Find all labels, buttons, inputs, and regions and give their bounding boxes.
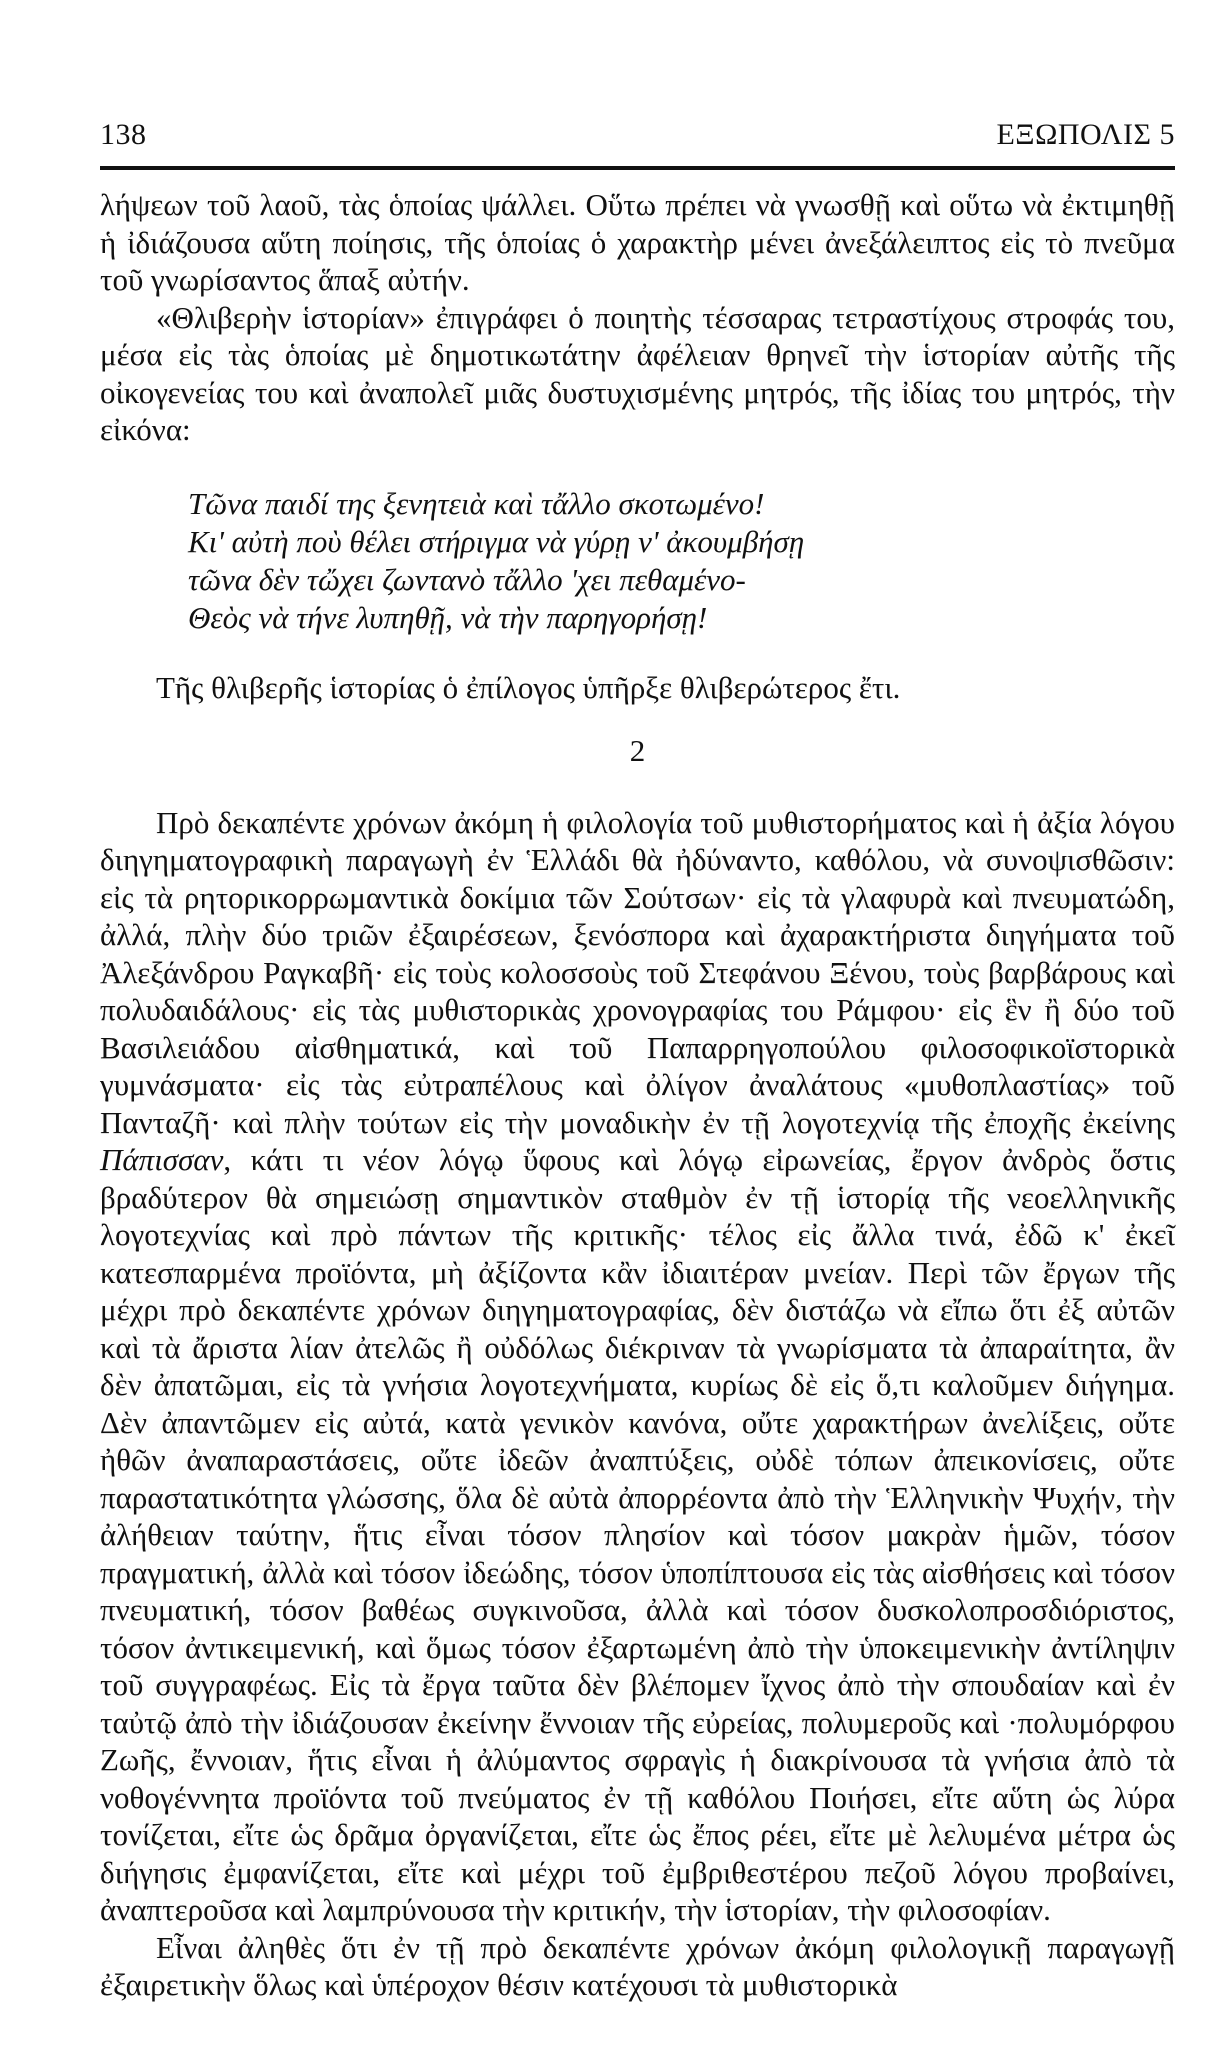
- book-title-papissa: Πάπισσαν: [100, 1142, 224, 1177]
- poem-line-2: Κι' αὐτὴ ποὺ θέλει στήριγμα νὰ γύρῃ ν' ἀκουμβήσῃ: [188, 523, 805, 559]
- paragraph-4-part-a: Πρὸ δεκαπέντε χρόνων ἀκόμη ἡ φιλολογία τοῦ μυθιστορήματος καὶ ἡ ἀξία λόγου διηγηματογραφικὴ παραγωγὴ ἐν Ἑλλάδι θὰ ἠδύναντο, καθόλου, νὰ συνοψισθῶσιν: εἰς τὰ ρητορικορρωμαντικὰ δοκίμια τῶν Σούτσων· εἰς τὰ γλαφυρὰ καὶ πνευματώδη, ἀλλά, πλὴν δύο τριῶν ἐξαιρέσεων, ξενόσπορα καὶ ἀχαρακτήριστα διηγήματα τοῦ Ἀλεξάνδρου Ραγκαβῆ· εἰς τοὺς κολοσσοὺς τοῦ Στεφάνου Ξένου, τοὺς βαρβάρους καὶ πολυδαιδάλους· εἰς τὰς μυθιστορικὰς χρονογραφίας του Ράμφου· εἰς ἓν ἢ δύο τοῦ Βασιλειάδου αἰσθηματικά, καὶ τοῦ Παπαρρηγοπούλου φιλοσοφικοϊστορικὰ γυμνάσματα· εἰς τὰς εὐτραπέλους καὶ ὀλίγον ἀναλάτους «μυθοπλαστίας» τοῦ Πανταζῆ· καὶ πλὴν τούτων εἰς τὴν μοναδικὴν ἐν τῇ λογοτεχνίᾳ τῆς ἐποχῆς ἐκείνης: [100, 804, 1175, 1140]
- poem-quote: [188, 485, 1175, 637]
- paragraph-4: [100, 804, 1175, 1929]
- paragraph-5: Εἶναι ἀληθὲς ὅτι ἐν τῇ πρὸ δεκαπέντε χρόνων ἀκόμη φιλολογικῇ παραγωγῇ ἐξαιρετικὴν ὅλως καὶ ὑπέροχον θέσιν κατέχουσι τὰ μυθιστορικὰ: [100, 1929, 1175, 2002]
- body-text: [100, 186, 1175, 2004]
- header-rule: [100, 166, 1175, 170]
- section-number: 2: [629, 733, 646, 768]
- poem-line-4: Θεὸς νὰ τήνε λυπηθῇ, νὰ τὴν παρηγορήσῃ!: [188, 599, 708, 635]
- page-number: 138: [100, 118, 147, 151]
- paragraph-1: λήψεων τοῦ λαοῦ, τὰς ὁποίας ψάλλει. Οὕτω πρέπει νὰ γνωσθῇ καὶ οὕτω νὰ ἐκτιμηθῇ ἡ ἰδιάζουσα αὕτη ποίησις, τῆς ὁποίας ὁ χαρακτὴρ μένει ἀνεξάλειπτος εἰς τὸ πνεῦμα τοῦ γνωρίσαντος ἅπαξ αὐτήν.: [100, 187, 1175, 297]
- poem-line-1: Τῶνα παιδί της ξενητειὰ καὶ τἄλλο σκοτωμένο!: [188, 485, 765, 521]
- paragraph-3: Τῆς θλιβερῆς ἱστορίας ὁ ἐπίλογος ὑπῆρξε θλιβερώτερος ἔτι.: [156, 669, 901, 705]
- running-title: ΕΞΩΠΟΛΙΣ 5: [996, 118, 1175, 151]
- paragraph-4-part-b: , κάτι τι νέον λόγῳ ὕφους καὶ λόγῳ εἰρωνείας, ἔργον ἀνδρὸς ὅστις βραδύτερον θὰ σημειώσῃ σημαντικὸν σταθμὸν ἐν τῇ ἱστορίᾳ τῆς νεοελληνικῆς λογοτεχνίας καὶ πρὸ πάντων τῆς κριτικῆς· τέλος εἰς ἄλλα τινά, ἐδῶ κ' ἐκεῖ κατεσπαρμένα προϊόντα, μὴ ἀξίζοντα κἂν ἰδιαιτέραν μνείαν. Περὶ τῶν ἔργων τῆς μέχρι πρὸ δεκαπέντε χρόνων διηγηματογραφίας, δὲν διστάζω νὰ εἴπω ὅτι ἐξ αὐτῶν καὶ τὰ ἄριστα λίαν ἀτελῶς ἢ οὐδόλως διέκριναν τὰ γνωρίσματα τὰ ἀπαραίτητα, ἂν δὲν ἀπατῶμαι, εἰς τὰ γνήσια λογοτεχνήματα, κυρίως δὲ εἰς ὅ,τι καλοῦμεν διήγημα. Δὲν ἀπαντῶμεν εἰς αὐτά, κατὰ γενικὸν κανόνα, οὔτε χαρακτήρων ἀνελίξεις, οὔτε ἠθῶν ἀναπαραστάσεις, οὔτε ἰδεῶν ἀναπτύξεις, οὐδὲ τόπων ἀπεικονίσεις, οὔτε παραστατικότητα γλώσσης, ὅλα δὲ αὐτὰ ἀπορρέοντα ἀπὸ τὴν Ἑλληνικὴν Ψυχήν, τὴν ἀλήθειαν ταύτην, ἥτις εἶναι τόσον πλησίον καὶ τόσον μακρὰν ἡμῶν, τόσον πραγματική, ἀλλὰ καὶ τόσον ἰδεώδης, τόσον ὑποπίπτουσα εἰς τὰς αἰσθήσεις καὶ τόσον πνευματική, τόσον βαθέως συγκινοῦσα, ἀλλὰ καὶ τόσον δυσκολοπροσδιόριστος, τόσον ἀντικειμενική, καὶ ὅμως τόσον ἐξαρτωμένη ἀπὸ τὴν ὑποκειμενικὴν ἀντίληψιν τοῦ συγγραφέως. Εἰς τὰ ἔργα ταῦτα δὲν βλέπομεν ἴχνος ἀπὸ τὴν σπουδαίαν καὶ ἐν ταὐτῷ ἀπὸ τὴν ἰδιάζουσαν ἐκείνην ἔννοιαν τῆς εὐρείας, πολυμεροῦς καὶ ·πολυμόρφου Ζωῆς, ἔννοιαν, ἥτις εἶναι ἡ ἀλύμαντος σφραγὶς ἡ διακρίνουσα τὰ γνήσια ἀπὸ τὰ νοθογέννητα προϊόντα τοῦ πνεύματος ἐν τῇ καθόλου Ποιήσει, εἴτε αὕτη ὡς λύρα τονίζεται, εἴτε ὡς δρᾶμα ὀργανίζεται, εἴτε ὡς ἔπος ρέει, εἴτε μὲ λελυμένα μέτρα ὡς διήγησις ἐμφανίζεται, εἴτε καὶ μέχρι τοῦ ἐμβριθεστέρου πεζοῦ λόγου προβαίνει, ἀναπτεροῦσα καὶ λαμπρύνουσα τὴν κριτικήν, τὴν ἱστορίαν, τὴν φιλοσοφίαν.: [100, 1142, 1175, 1927]
- poem-line-3: τῶνα δὲν τὤχει ζωντανὸ τἄλλο 'χει πεθαμένο-: [188, 561, 746, 597]
- paragraph-2: «Θλιβερὴν ἱστορίαν» ἐπιγράφει ὁ ποιητὴς τέσσαρας τετραστίχους στροφάς του, μέσα εἰς τὰς ὁποίας μὲ δημοτικωτάτην ἀφέλειαν θρηνεῖ τὴν ἱστορίαν αὐτῆς τῆς οἰκογενείας του καὶ ἀναπολεῖ μιᾶς δυστυχισμένης μητρός, τῆς ἰδίας του μητρός, τὴν εἰκόνα:: [100, 299, 1175, 447]
- page-header: [100, 118, 1175, 152]
